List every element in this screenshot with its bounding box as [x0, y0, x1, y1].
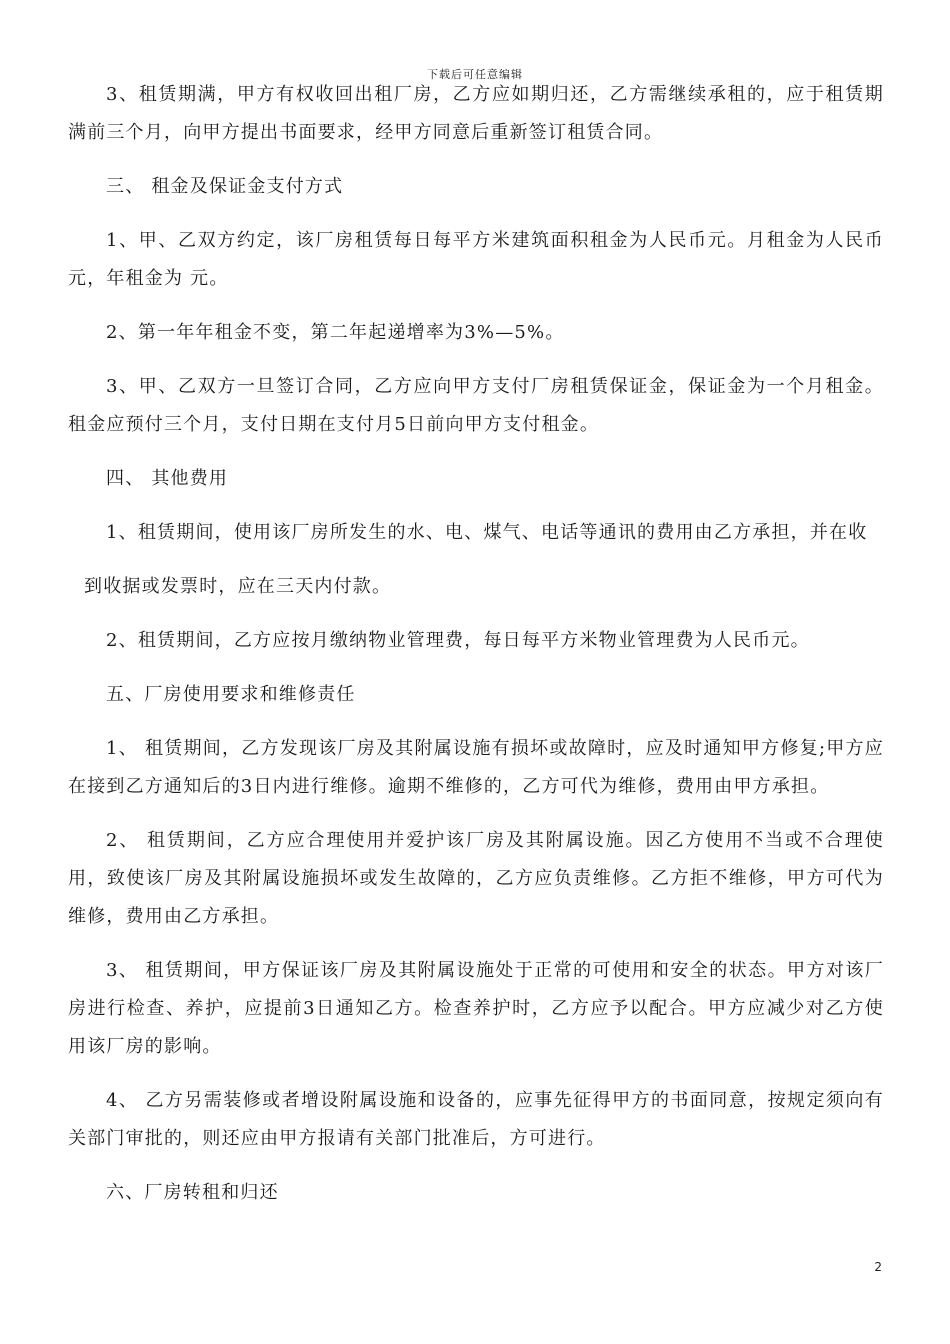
clause-5-1-repair-by-lessor: 1、 租赁期间，乙方发现该厂房及其附属设施有损坏或故障时，应及时通知甲方修复;甲方应在接到乙方通知后的3日内进行维修。逾期不维修的，乙方可代为维修，费用由甲方承担。	[68, 738, 884, 797]
clause-5-3-inspection: 3、 租赁期间，甲方保证该厂房及其附属设施处于正常的可使用和安全的状态。甲方对该厂房进行检查、养护，应提前3日通知乙方。检查养护时，乙方应予以配合。甲方应减少对乙方使用该厂房的影响。	[68, 960, 884, 1057]
clause-3-1-rent-amount: 1、甲、乙双方约定，该厂房租赁每日每平方米建筑面积租金为人民币元。月租金为人民币元，年租金为 元。	[68, 230, 884, 289]
clause-4-1-utilities: 1、租赁期间，使用该厂房所发生的水、电、煤气、电话等通讯的费用由乙方承担，并在收	[106, 522, 868, 543]
clause-3-3-deposit: 3、甲、乙双方一旦签订合同，乙方应向甲方支付厂房租赁保证金，保证金为一个月租金。租金应预付三个月，支付日期在支付月5日前向甲方支付租金。	[68, 376, 884, 435]
section-3-heading: 三、 租金及保证金支付方式	[106, 176, 344, 197]
clause-5-4-renovation: 4、 乙方另需装修或者增设附属设施和设备的，应事先征得甲方的书面同意，按规定须向有关部门审批的，则还应由甲方报请有关部门批准后，方可进行。	[68, 1090, 884, 1149]
document-body	[68, 76, 884, 1212]
section-5-heading: 五、厂房使用要求和维修责任	[106, 684, 356, 705]
section-4-heading: 四、 其他费用	[106, 468, 229, 489]
clause-2-3-lease-expiry: 3、租赁期满，甲方有权收回出租厂房，乙方应如期归还，乙方需继续承租的，应于租赁期满前三个月，向甲方提出书面要求，经甲方同意后重新签订租赁合同。	[68, 84, 884, 143]
clause-3-2-rent-increase: 2、第一年年租金不变，第二年起递增率为3%—5%。	[106, 322, 565, 343]
clause-5-2-repair-by-lessee: 2、 租赁期间，乙方应合理使用并爱护该厂房及其附属设施。因乙方使用不当或不合理使用，致使该厂房及其附属设施损坏或发生故障的，乙方应负责维修。乙方拒不维修，甲方可代为维修，费用由乙方承担。	[68, 830, 884, 927]
clause-4-1-utilities-continued: 到收据或发票时，应在三天内付款。	[84, 576, 392, 597]
page-number: 2	[874, 1260, 882, 1274]
clause-4-2-property-fee: 2、租赁期间，乙方应按月缴纳物业管理费，每日每平方米物业管理费为人民币元。	[106, 630, 810, 651]
header-note: 下载后可任意编辑	[427, 68, 523, 81]
section-6-heading: 六、厂房转租和归还	[106, 1182, 279, 1203]
